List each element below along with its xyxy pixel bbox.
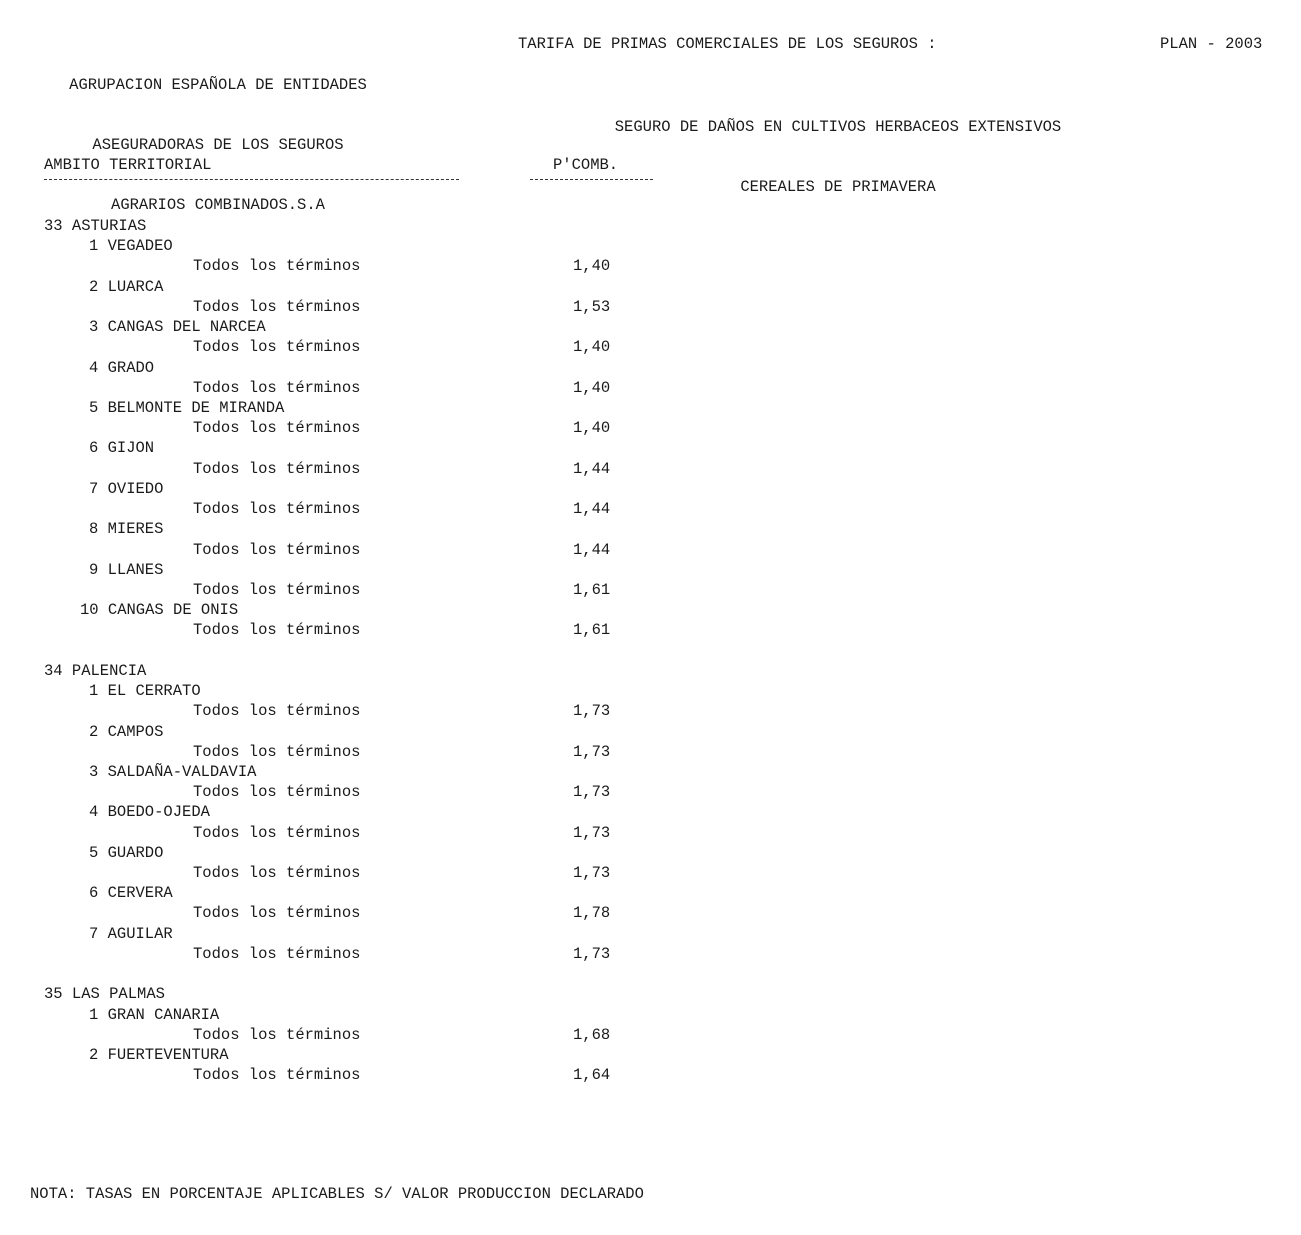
- comarca-label: 2 CAMPOS: [89, 722, 164, 741]
- rate-value: 1,40: [573, 378, 611, 397]
- subtitle-line: SEGURO DE DAÑOS EN CULTIVOS HERBACEOS EXTENSIVOS: [614, 118, 1062, 136]
- comarca-label: 6 GIJON: [89, 439, 155, 458]
- comarca-label: 8 MIERES: [89, 520, 164, 539]
- column-header-ambito: AMBITO TERRITORIAL: [44, 156, 212, 174]
- rate-value: 1,44: [573, 500, 611, 519]
- rate-value: 1,44: [573, 459, 611, 478]
- rate-value: 1,44: [573, 540, 611, 559]
- tariff-title: TARIFA DE PRIMAS COMERCIALES DE LOS SEGUROS :: [518, 35, 937, 53]
- termino-label: Todos los términos: [193, 580, 361, 599]
- termino-label: Todos los términos: [193, 944, 361, 963]
- termino-label: Todos los términos: [193, 1066, 361, 1085]
- rate-value: 1,78: [573, 904, 611, 923]
- header-divider: [530, 179, 653, 180]
- termino-label: Todos los términos: [193, 459, 361, 478]
- comarca-label: 7 AGUILAR: [89, 924, 173, 943]
- comarca-label: 4 GRADO: [89, 358, 155, 377]
- comarca-label: 1 GRAN CANARIA: [89, 1005, 220, 1024]
- termino-label: Todos los términos: [193, 904, 361, 923]
- header-divider: [44, 179, 459, 180]
- rate-value: 1,73: [573, 702, 611, 721]
- rate-value: 1,73: [573, 864, 611, 883]
- comarca-label: 7 OVIEDO: [89, 479, 164, 498]
- rate-value: 1,73: [573, 944, 611, 963]
- rate-value: 1,40: [573, 257, 611, 276]
- rate-value: 1,73: [573, 823, 611, 842]
- rate-value: 1,64: [573, 1066, 611, 1085]
- organization-line: AGRUPACION ESPAÑOLA DE ENTIDADES: [69, 76, 367, 94]
- comarca-label: 3 CANGAS DEL NARCEA: [89, 318, 266, 337]
- column-header-pcomb: P'COMB.: [553, 156, 619, 174]
- comarca-label: 2 FUERTEVENTURA: [89, 1046, 229, 1065]
- termino-label: Todos los términos: [193, 1025, 361, 1044]
- plan-label: PLAN - 2003: [1160, 35, 1263, 53]
- comarca-label: 1 VEGADEO: [89, 237, 173, 256]
- rate-value: 1,61: [573, 580, 611, 599]
- comarca-label: 5 BELMONTE DE MIRANDA: [89, 398, 285, 417]
- termino-label: Todos los términos: [193, 742, 361, 761]
- termino-label: Todos los términos: [193, 864, 361, 883]
- comarca-label: 9 LLANES: [89, 560, 164, 579]
- rate-value: 1,68: [573, 1025, 611, 1044]
- comarca-label: 2 LUARCA: [89, 277, 164, 296]
- termino-label: Todos los términos: [193, 378, 361, 397]
- comarca-label: 3 SALDAÑA-VALDAVIA: [89, 762, 257, 781]
- footer-note: NOTA: TASAS EN PORCENTAJE APLICABLES S/ VALOR PRODUCCION DECLARADO: [30, 1185, 644, 1203]
- rate-value: 1,53: [573, 297, 611, 316]
- termino-label: Todos los términos: [193, 500, 361, 519]
- organization-line: AGRARIOS COMBINADOS.S.A: [111, 196, 325, 214]
- termino-label: Todos los términos: [193, 702, 361, 721]
- subtitle-line: CEREALES DE PRIMAVERA: [740, 178, 936, 196]
- comarca-label: 10 CANGAS DE ONIS: [80, 601, 239, 620]
- termino-label: Todos los términos: [193, 621, 361, 640]
- termino-label: Todos los términos: [193, 540, 361, 559]
- termino-label: Todos los términos: [193, 338, 361, 357]
- insurance-subtitle: [488, 77, 1188, 217]
- organization-name: [18, 35, 418, 235]
- rate-value: 1,40: [573, 419, 611, 438]
- province-heading: 33 ASTURIAS: [44, 217, 147, 235]
- termino-label: Todos los términos: [193, 297, 361, 316]
- province-heading: 35 LAS PALMAS: [44, 985, 165, 1004]
- rate-value: 1,61: [573, 621, 611, 640]
- comarca-label: 4 BOEDO-OJEDA: [89, 803, 210, 822]
- comarca-label: 5 GUARDO: [89, 843, 164, 862]
- termino-label: Todos los términos: [193, 419, 361, 438]
- rate-value: 1,73: [573, 783, 611, 802]
- rate-value: 1,73: [573, 742, 611, 761]
- province-heading: 34 PALENCIA: [44, 661, 147, 680]
- comarca-label: 1 EL CERRATO: [89, 682, 201, 701]
- termino-label: Todos los términos: [193, 783, 361, 802]
- comarca-label: 6 CERVERA: [89, 884, 173, 903]
- termino-label: Todos los términos: [193, 823, 361, 842]
- organization-line: ASEGURADORAS DE LOS SEGUROS: [92, 136, 344, 154]
- termino-label: Todos los términos: [193, 257, 361, 276]
- rate-value: 1,40: [573, 338, 611, 357]
